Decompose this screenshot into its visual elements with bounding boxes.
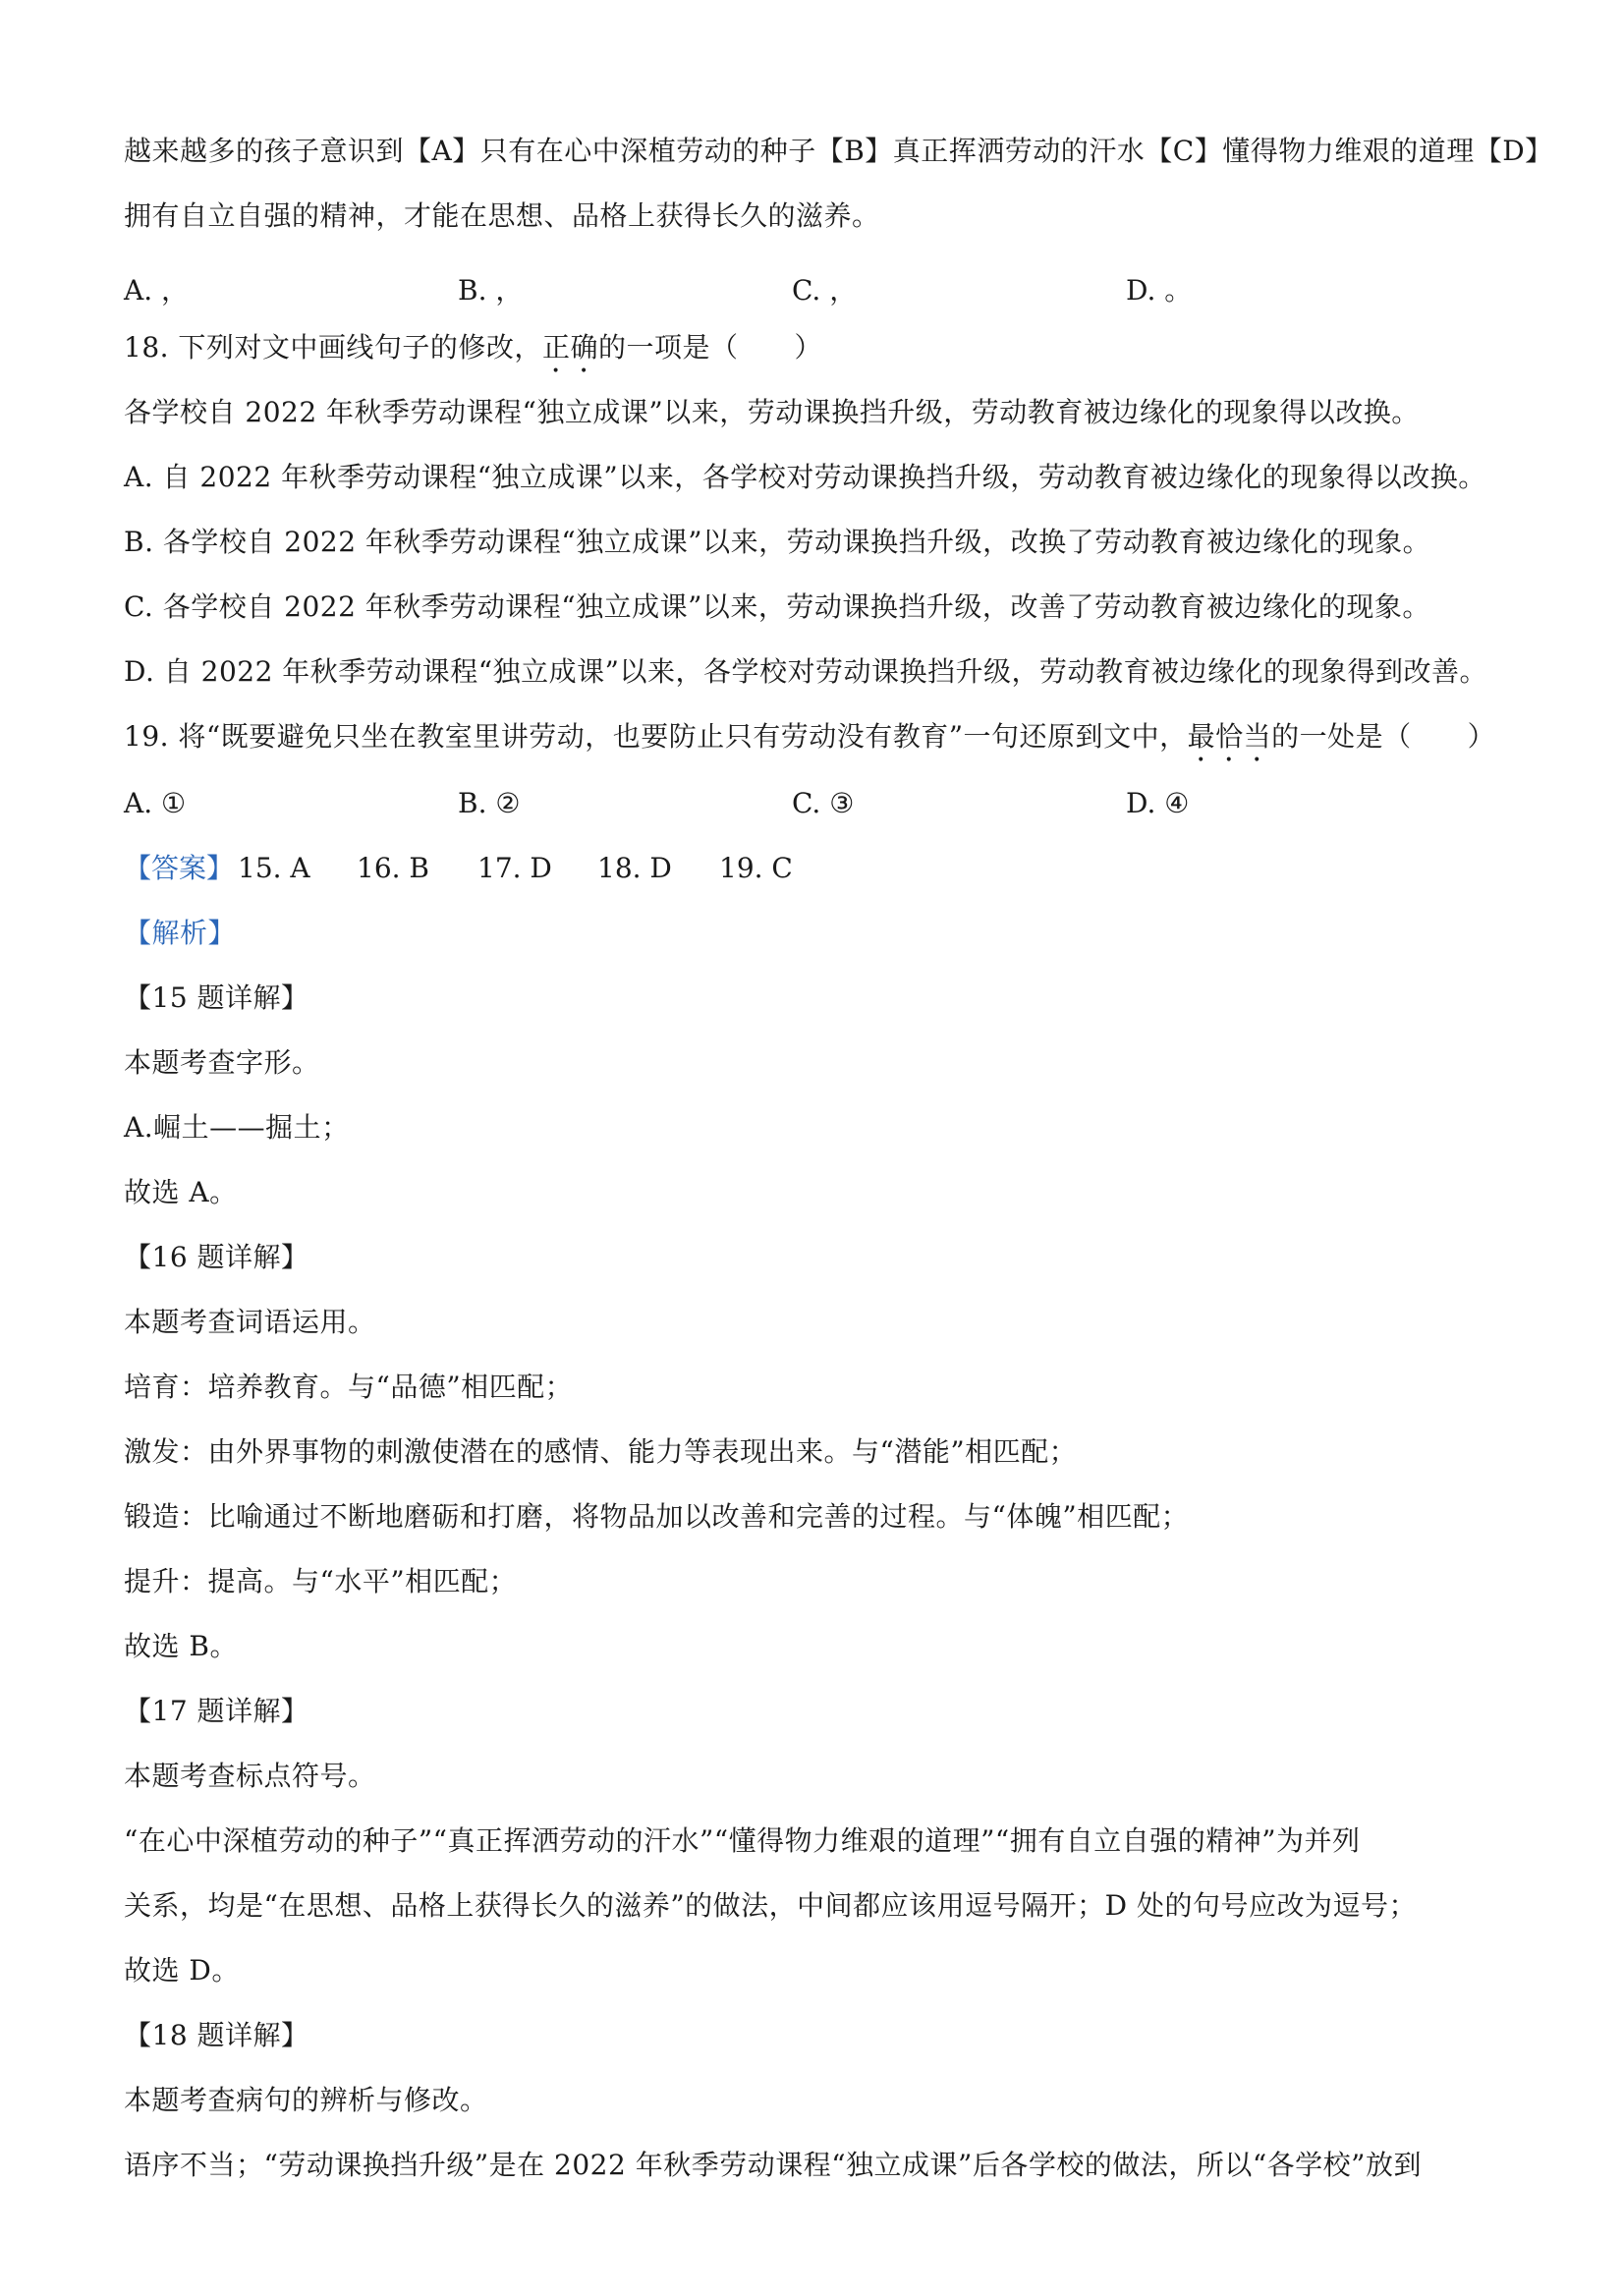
q19-stem [124,717,1495,768]
detail-18-line-2: 语序不当；“劳动课换挡升级”是在 2022 年秋季劳动课程“独立成课”后各学校的做法，所以“各学校”放到 [124,2149,1422,2181]
q18-option-d: D. 自 2022 年秋季劳动课程“独立成课”以来，各学校对劳动课换挡升级，劳动教育被边缘化的现象得到改善。 [124,655,1487,688]
q17-option-c: C. ， [792,274,858,307]
detail-18-line-1: 本题考查病句的辨析与修改。 [124,2084,488,2116]
answer-19: 19. C [719,852,793,884]
q18-stem-pre: 18. 下列对文中画线句子的修改， [124,331,542,364]
q17-option-b: B. ， [458,274,524,307]
detail-15-line-2: A.崛土——掘土； [124,1111,350,1144]
q19-option-d: D. ④ [1126,787,1190,819]
q17-line-1: 越来越多的孩子意识到【A】只有在心中深植劳动的种子【B】真正挥洒劳动的汗水【C】懂得物力维艰的道理【D】 [124,135,1553,167]
q17-option-a: A. ， [124,274,190,307]
q19-stem-emphasis: 最恰当 [1187,720,1272,753]
detail-17-line-4: 故选 D。 [124,1954,240,1987]
detail-16-line-3: 激发：由外界事物的刺激使潜在的感情、能力等表现出来。与“潜能”相匹配； [124,1435,1078,1468]
q18-option-c: C. 各学校自 2022 年秋季劳动课程“独立成课”以来，劳动课换挡升级，改善了劳动教育被边缘化的现象。 [124,590,1430,623]
q18-stem-emphasis: 正确 [541,331,598,364]
q18-stem [124,328,822,379]
detail-16-line-1: 本题考查词语运用。 [124,1306,376,1338]
q19-option-b: B. ② [458,787,521,819]
detail-16-line-2: 培育：培养教育。与“品德”相匹配； [124,1371,574,1403]
q17-option-d: D. 。 [1126,274,1193,307]
detail-16-line-6: 故选 B。 [124,1630,238,1662]
q19-option-a: A. ① [124,787,187,819]
detail-16-line-5: 提升：提高。与“水平”相匹配； [124,1565,518,1597]
detail-16-line-4: 锻造：比喻通过不断地磨砺和打磨，将物品加以改善和完善的过程。与“体魄”相匹配； [124,1500,1190,1533]
detail-17-line-1: 本题考查标点符号。 [124,1760,376,1792]
detail-15-line-3: 故选 A。 [124,1176,238,1208]
answer-15: 15. A [238,852,310,884]
q18-option-a: A. 自 2022 年秋季劳动课程“独立成课”以来，各学校对劳动课换挡升级，劳动教育被边缘化的现象得以改换。 [124,461,1486,493]
answer-17: 17. D [477,852,552,884]
detail-16-title: 【16 题详解】 [124,1241,309,1273]
q18-sentence: 各学校自 2022 年秋季劳动课程“独立成课”以来，劳动课换挡升级，劳动教育被边缘化的现象得以改换。 [124,396,1420,428]
detail-15-title: 【15 题详解】 [124,981,309,1014]
detail-17-line-2: “在心中深植劳动的种子”“真正挥洒劳动的汗水”“懂得物力维艰的道理”“拥有自立自强的精神”为并列 [124,1824,1361,1857]
q19-option-c: C. ③ [792,787,855,819]
detail-17-line-3: 关系，均是“在思想、品格上获得长久的滋养”的做法，中间都应该用逗号隔开；D 处的句号应改为逗号； [124,1889,1417,1922]
detail-15-line-1: 本题考查字形。 [124,1046,320,1079]
analysis-label: 【解析】 [124,917,237,949]
answer-18: 18. D [597,852,672,884]
q17-line-2: 拥有自立自强的精神，才能在思想、品格上获得长久的滋养。 [124,199,880,232]
answer-16: 16. B [357,852,430,884]
detail-17-title: 【17 题详解】 [124,1695,309,1727]
detail-18-title: 【18 题详解】 [124,2019,309,2051]
q19-stem-post: 的一处是（ ） [1271,720,1496,753]
q19-stem-pre: 19. 将“既要避免只坐在教室里讲劳动，也要防止只有劳动没有教育”一句还原到文中， [124,720,1188,753]
q18-stem-post: 的一项是（ ） [597,331,822,364]
q18-option-b: B. 各学校自 2022 年秋季劳动课程“独立成课”以来，劳动课换挡升级，改换了劳动教育被边缘化的现象。 [124,526,1431,558]
answer-label: 【答案】 [124,852,235,884]
